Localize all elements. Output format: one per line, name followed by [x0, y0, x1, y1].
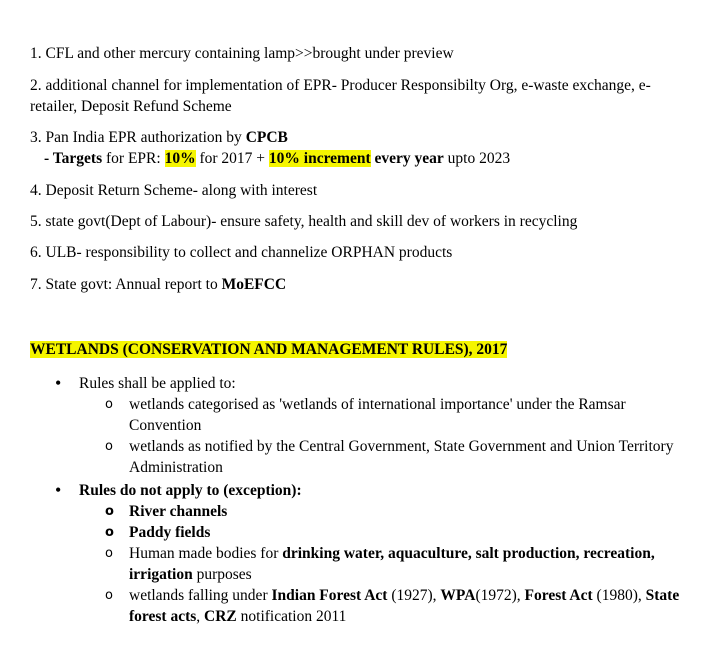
target-increment: 10% increment [268, 150, 371, 167]
target-percent: 10% [164, 150, 196, 167]
applied-list [79, 394, 690, 478]
targets-label: - Targets [44, 150, 103, 167]
wetlands-heading [30, 339, 507, 360]
list-item: o River channels [79, 501, 690, 522]
item-7 [30, 274, 685, 295]
wetlands-heading-text: WETLANDS (CONSERVATION AND MANAGEMENT RULES), 2017 [30, 341, 508, 358]
exception-bold: State forest acts [129, 587, 680, 625]
wetlands-rules-list [0, 373, 690, 629]
item-1: 1. CFL and other mercury containing lamp>>brought under preview [30, 45, 454, 62]
exception-bold: Indian Forest Act [271, 587, 388, 604]
exception-bold: CRZ [204, 608, 237, 625]
target-frequency: every year [374, 150, 444, 167]
exception-text: , [196, 608, 205, 625]
item-3 [30, 127, 685, 169]
exception-text: notification 2011 [236, 608, 347, 625]
list-item [0, 480, 690, 627]
exception-text: (1972), [475, 587, 525, 604]
list-item [79, 543, 690, 585]
item-5: 5. state govt(Dept of Labour)- ensure safety, health and skill dev of workers in recycling [30, 213, 578, 230]
exception-bold: drinking water, aquaculture, salt production, recreation, irrigation [129, 545, 655, 583]
item-2: 2. additional channel for implementation of EPR- Producer Responsibilty Org, e-waste exchange, e-retailer, Deposit Refund Scheme [30, 77, 651, 115]
applied-label: Rules shall be applied to: [79, 375, 236, 392]
item-6: 6. ULB- responsibility to collect and channelize ORPHAN products [30, 244, 453, 261]
item-3-text: 3. Pan India EPR authorization by [30, 129, 246, 146]
list-item: o Paddy fields [79, 522, 690, 543]
exception-text: (1980), [592, 587, 646, 604]
targets-text: for 2017 + [195, 150, 269, 167]
exception-text: wetlands falling under [129, 587, 272, 604]
exception-bold: WPA [440, 587, 476, 604]
exception-text: Human made bodies for [129, 545, 283, 562]
exception-text: purposes [192, 566, 252, 583]
targets-text: for EPR: [102, 150, 165, 167]
cpcb-label: CPCB [245, 129, 288, 146]
list-item [0, 373, 690, 478]
exception-bold: Forest Act [524, 587, 593, 604]
targets-text: upto 2023 [443, 150, 511, 167]
list-item: o wetlands as notified by the Central Government, State Government and Union Territory Administration [79, 436, 690, 478]
exceptions-label: Rules do not apply to (exception): [79, 482, 302, 499]
item-7-text: 7. State govt: Annual report to [30, 276, 222, 293]
exceptions-list [79, 501, 690, 627]
exception-text: (1927), [387, 587, 441, 604]
targets-line [30, 148, 685, 169]
list-item: o wetlands categorised as 'wetlands of international importance' under the Ramsar Convention [79, 394, 690, 436]
list-item [79, 585, 690, 627]
moefcc-label: MoEFCC [221, 276, 287, 293]
item-4: 4. Deposit Return Scheme- along with interest [30, 182, 318, 199]
